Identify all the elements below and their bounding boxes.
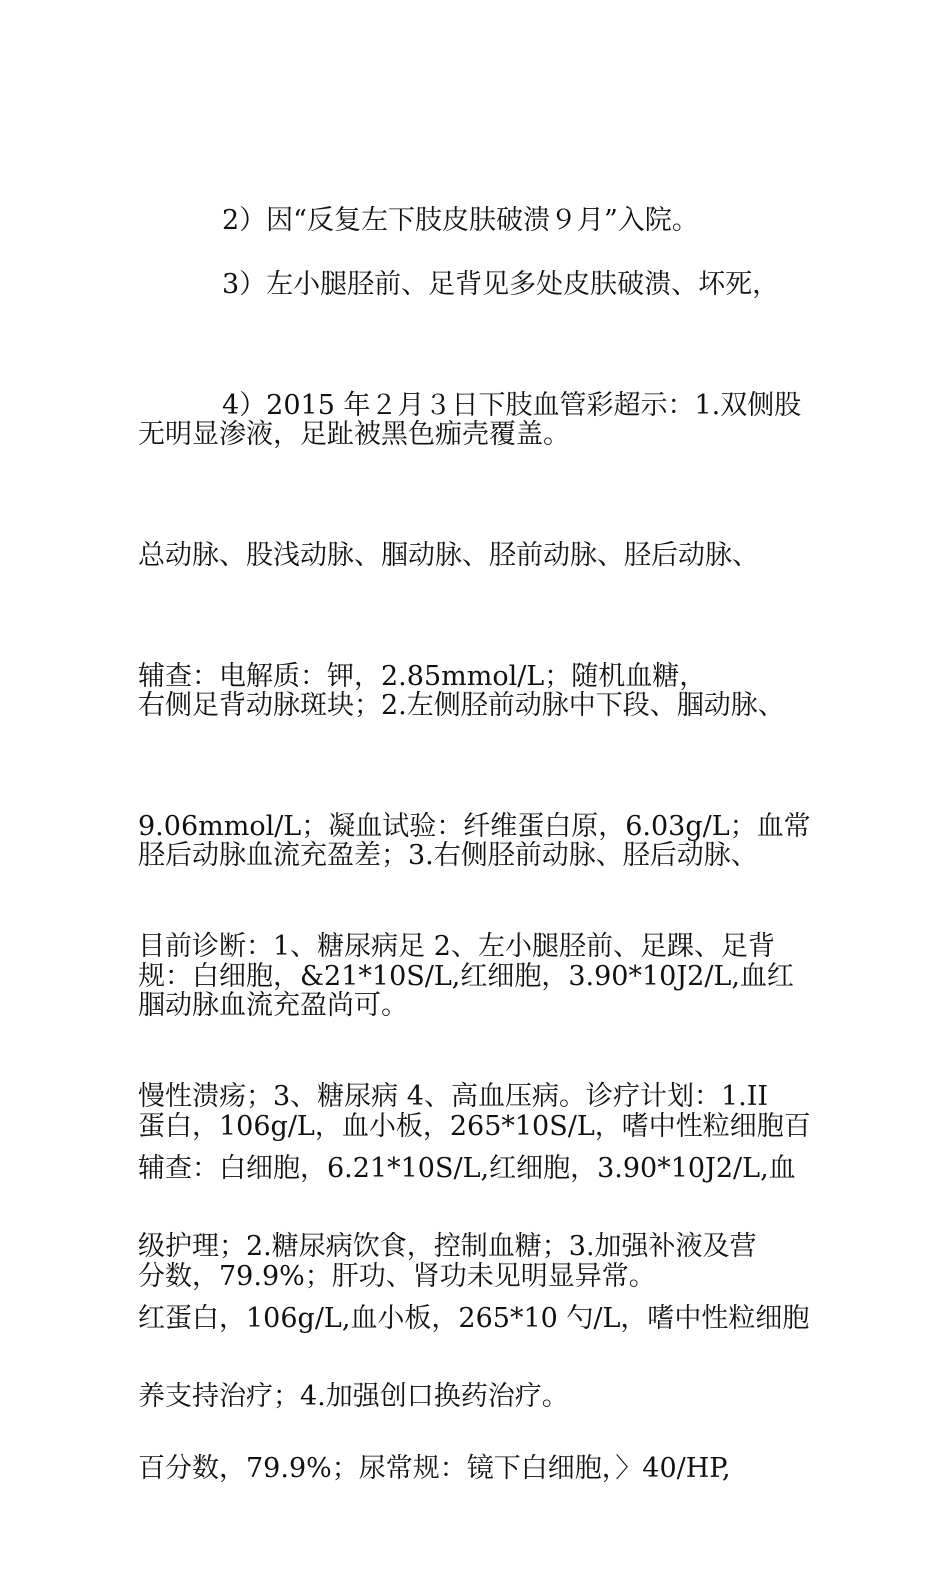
text-line: 红蛋白，106g/L,血小板，265*10 勺/L，嗜中性粒细胞 [138,1303,810,1334]
text-line: 右侧足背动脉斑块；2.左侧胫前动脉中下段、腘动脉、 [138,690,785,721]
text-line: 9.06mmol/L；凝血试验：纤维蛋白原，6.03g/L；血常 [138,811,811,842]
text-line: 规：白细胞，&21*10S/L,红细胞，3.90*10J2/L,血红 [138,961,794,992]
text-line: 百分数，79.9%；尿常规：镜下白细胞，〉40/HP, [138,1453,731,1484]
text-line: 总动脉、股浅动脉、腘动脉、胫前动脉、胫后动脉、 [138,540,759,571]
text-line: 慢性溃疡；3、糖尿病 4、高血压病。诊疗计划：1.II [138,1081,769,1112]
text-line: 辅查：电解质：钾，2.85mmol/L；随机血糖， [138,661,707,692]
text-line: 分数，79.9%；肝功、肾功未见明显异常。 [138,1261,656,1292]
text-line: 3）左小腿胫前、足背见多处皮肤破溃、坏死， [222,269,780,300]
text-line: 无明显渗液，足趾被黑色痂壳覆盖。 [138,419,570,450]
text-line: 辅查：白细胞，6.21*10S/L,红细胞，3.90*10J2/L,血 [138,1153,796,1184]
text-line: 胫后动脉血流充盈差；3.右侧胫前动脉、胫后动脉、 [138,840,758,871]
text-line: 目前诊断：1、糖尿病足 2、左小腿胫前、足踝、足背 [138,931,775,962]
text-line: 蛋白，106g/L，血小板，265*10S/L，嗜中性粒细胞百 [138,1111,811,1142]
text-line: 级护理；2.糖尿病饮食，控制血糖；3.加强补液及营 [138,1231,757,1262]
text-line: 4）2015 年２月３日下肢血管彩超示：1.双侧股 [222,390,802,421]
text-line: 腘动脉血流充盈尚可。 [138,990,408,1021]
paragraph-followup-labs [138,1044,828,1594]
text-line: 2）因“反复左下肢皮肤破溃９月”入院。 [222,205,699,236]
text-line: 养支持治疗；4.加强创口换药治疗。 [138,1381,569,1412]
